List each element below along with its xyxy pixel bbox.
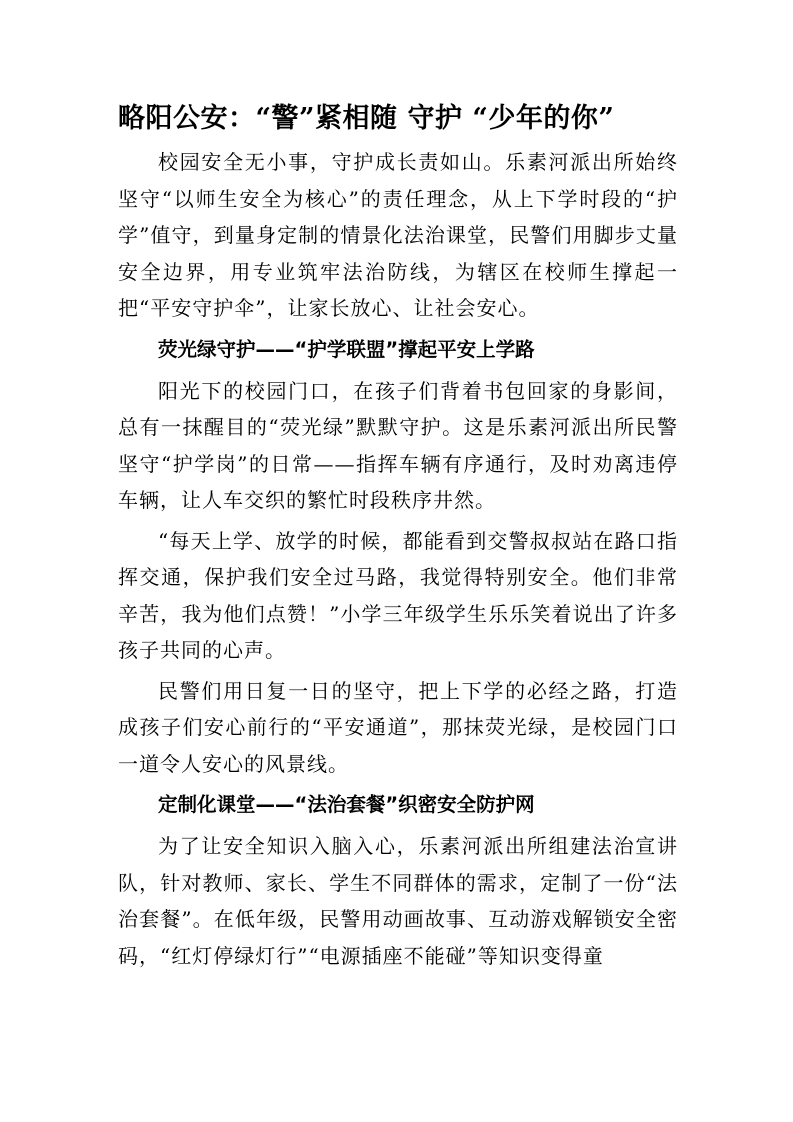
intro-paragraph: 校园安全无小事，守护成长责如山。乐素河派出所始终坚守“以师生安全为核心”的责任理念，从上下学时段的“护学”值守，到量身定制的情景化法治课堂，民警们用脚步丈量安全边界，用专业筑牢法治防线，为辖区在校师生撑起一把“平安守护伞”，让家长放心、让社会安心。 xyxy=(118,150,678,320)
section1-paragraph-3: 民警们用日复一日的坚守，把上下学的必经之路，打造成孩子们安心前行的“平安通道”，那抹荧光绿，是校园门口一道令人安心的风景线。 xyxy=(118,678,678,776)
section-heading-1: 荧光绿守护——“护学联盟”撑起平安上学路 xyxy=(158,337,535,361)
section2-paragraph-1: 为了让安全知识入脑入心，乐素河派出所组建法治宣讲队，针对教师、家长、学生不同群体的需求，定制了一份“法治套餐”。在低年级，民警用动画故事、互动游戏解锁安全密码，“红灯停绿灯行”“电源插座不能碰”等知识变得童 xyxy=(118,834,678,968)
document-body xyxy=(118,94,678,974)
document-title: 略阳公安：“警”紧相随 守护 “少年的你” xyxy=(118,103,615,134)
section1-paragraph-2: “每天上学、放学的时候，都能看到交警叔叔站在路口指挥交通，保护我们安全过马路，我觉得特别安全。他们非常辛苦，我为他们点赞！”小学三年级学生乐乐笑着说出了许多孩子共同的心声。 xyxy=(118,528,678,662)
section-heading-2: 定制化课堂——“法治套餐”织密安全防护网 xyxy=(158,793,535,816)
section1-paragraph-1: 阳光下的校园门口，在孩子们背着书包回家的身影间，总有一抹醒目的“荧光绿”默默守护。这是乐素河派出所民警坚守“护学岗”的日常——指挥车辆有序通行，及时劝离违停车辆，让人车交织的繁忙时段秩序井然。 xyxy=(118,378,678,512)
